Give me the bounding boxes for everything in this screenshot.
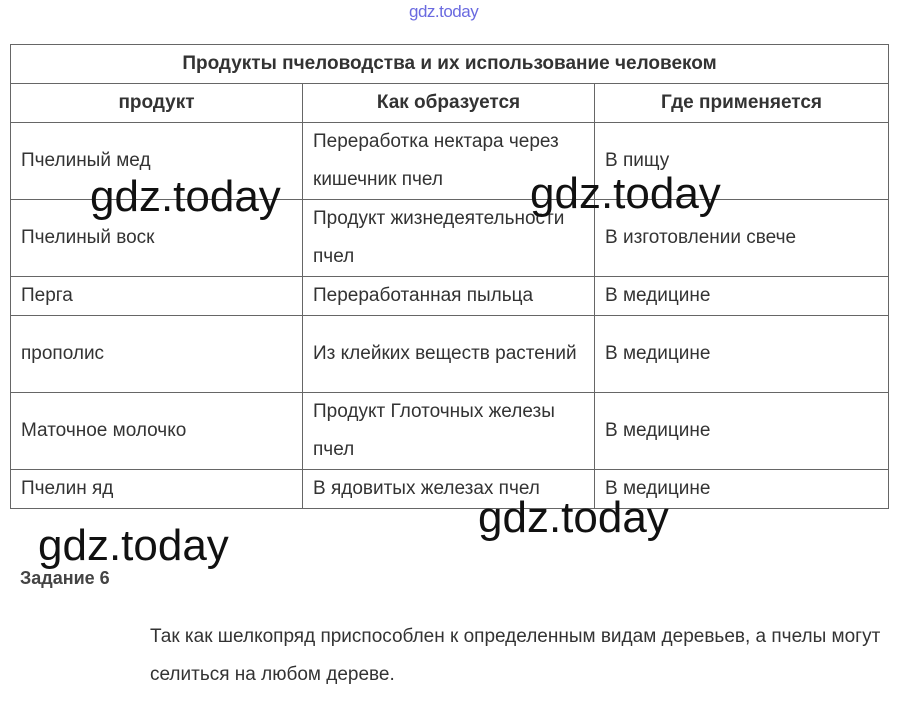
- cell-formation: Продукт Глоточных железы пчел: [303, 393, 595, 470]
- cell-product: Перга: [11, 277, 303, 316]
- cell-product: прополис: [11, 316, 303, 393]
- watermark: gdz.today: [478, 493, 669, 542]
- task-heading: Задание 6: [20, 568, 110, 588]
- cell-usage: В медицине: [595, 393, 889, 470]
- cell-formation: Продукт жизнедеятельности пчел: [303, 200, 595, 277]
- cell-usage: В медицине: [595, 277, 889, 316]
- table-title: Продукты пчеловодства и их использование человеком: [11, 45, 889, 84]
- table-row: [11, 277, 889, 316]
- site-watermark-top: gdz.today: [409, 2, 479, 21]
- cell-product: Маточное молочко: [11, 393, 303, 470]
- cell-usage: В изготовлении свече: [595, 200, 889, 277]
- cell-formation: Из клейких веществ растений: [303, 316, 595, 393]
- bee-products-table: [10, 44, 889, 509]
- table-title-row: [11, 45, 889, 84]
- column-header-formation: Как образуется: [303, 84, 595, 123]
- cell-product: Пчелин яд: [11, 470, 303, 509]
- watermark: gdz.today: [38, 521, 229, 570]
- table-row: [11, 393, 889, 470]
- cell-product: Пчелиный воск: [11, 200, 303, 277]
- watermark: gdz.today: [530, 169, 721, 218]
- cell-formation: Переработка нектара через кишечник пчел: [303, 123, 595, 200]
- column-header-product: продукт: [11, 84, 303, 123]
- cell-usage: В пищу: [595, 123, 889, 200]
- cell-usage: В медицине: [595, 470, 889, 509]
- task-answer: Так как шелкопряд приспособлен к определенным видам деревьев, а пчелы могут селиться на любом дереве.: [150, 626, 881, 685]
- column-header-usage: Где применяется: [595, 84, 889, 123]
- cell-product: Пчелиный мед: [11, 123, 303, 200]
- table-header-row: [11, 84, 889, 123]
- table-row: [11, 470, 889, 509]
- watermark: gdz.today: [90, 172, 281, 221]
- cell-formation: В ядовитых железах пчел: [303, 470, 595, 509]
- cell-usage: В медицине: [595, 316, 889, 393]
- table-row: [11, 316, 889, 393]
- cell-formation: Переработанная пыльца: [303, 277, 595, 316]
